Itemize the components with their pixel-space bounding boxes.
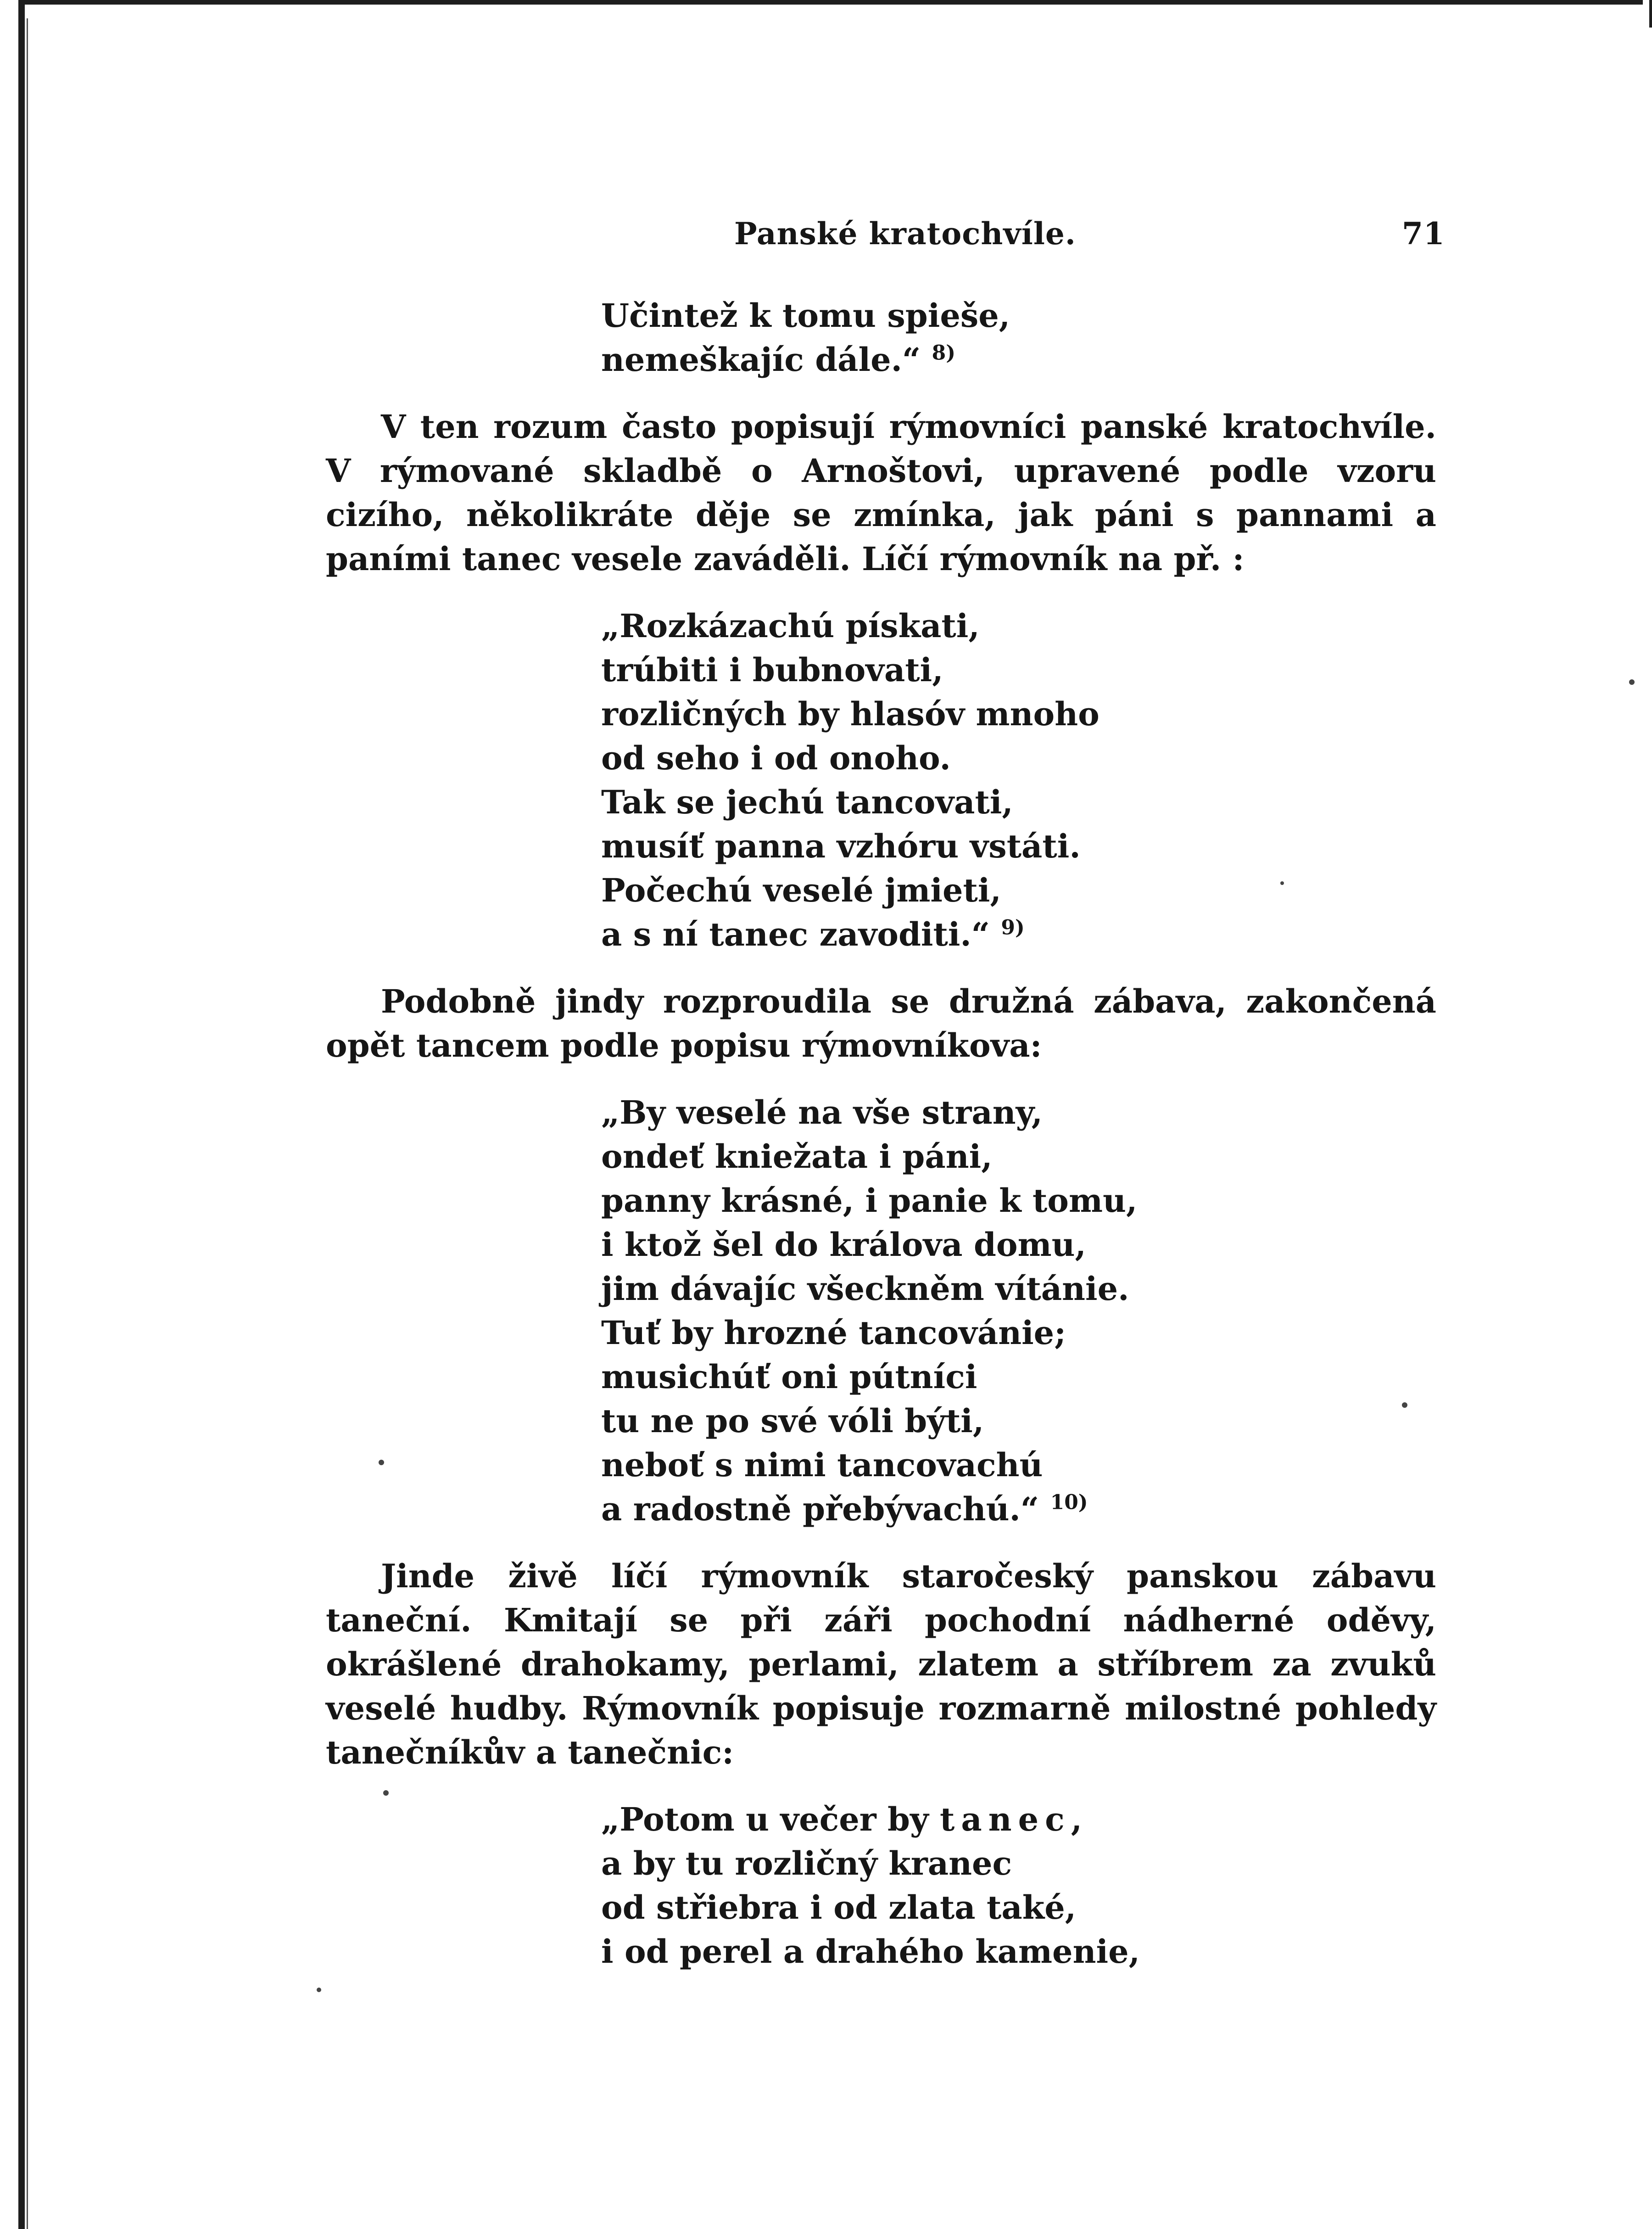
verse-block-3: [601, 1091, 1436, 1531]
verse-line: „Rozkázachú pískati,: [601, 607, 980, 645]
verse-line: od seho i od onoho.: [601, 739, 951, 777]
page-body: [326, 294, 1436, 1974]
verse-line: panny krásné, i panie k tomu,: [601, 1182, 1138, 1220]
verse-line: rozličných by hlasóv mnoho: [601, 695, 1099, 733]
page-number: 71: [1402, 216, 1445, 252]
verse-line: [601, 338, 1436, 382]
paper-speck: [1629, 679, 1635, 685]
verse-line-text: a radostně přebývachú.“: [601, 1490, 1039, 1528]
verse-line: i od perel a drahého kamenie,: [601, 1932, 1140, 1971]
verse-line-text: nemeškajíc dále.“: [601, 341, 921, 379]
verse-line: [601, 1487, 1436, 1531]
paragraph-1: [326, 405, 1436, 581]
verse-line: neboť s nimi tancovachú: [601, 1446, 1043, 1484]
verse-line: ondeť kniežata i páni,: [601, 1137, 993, 1176]
verse-line: musíť panna vzhóru vstáti.: [601, 827, 1081, 865]
verse-block-2: [601, 604, 1436, 957]
footnote-marker: 8): [932, 341, 956, 365]
paragraph-2: [326, 980, 1436, 1068]
page-right-edge: [1649, 0, 1652, 28]
paragraph-text: Podobně jindy rozproudila se družná zábava, zakončená opět tancem podle popisu rýmovníkova:: [326, 982, 1436, 1064]
verse-line: jim dávajíc všeckněm vítánie.: [601, 1270, 1129, 1308]
verse-block-4: [601, 1798, 1436, 1974]
verse-line: Počechú veselé jmieti,: [601, 871, 1001, 909]
page-binding-shadow: [27, 18, 28, 2229]
footnote-marker: 10): [1050, 1490, 1088, 1514]
verse-line: Tak se jechú tancovati,: [601, 783, 1013, 821]
paragraph-text: Jinde živě líčí rýmovník staročeský panskou zábavu taneční. Kmitají se při záři pochodní nádherné oděvy, okrášlené drahokamy, perlami, zlatem a stříbrem za zvuků veselé hudby. Rýmovník popisuje rozmarně milostné pohledy tanečníkův a tanečnic:: [326, 1557, 1436, 1771]
paper-speck: [317, 1988, 321, 1992]
footnote-marker: 9): [1001, 916, 1025, 940]
verse-line-text: „Potom u večer by: [601, 1800, 929, 1838]
verse-line: a by tu rozličný kranec: [601, 1844, 1012, 1882]
verse-line: trúbiti i bubnovati,: [601, 651, 943, 689]
running-header: [0, 216, 1652, 266]
verse-line: Tuť by hrozné tancovánie;: [601, 1314, 1066, 1352]
paragraph-3: [326, 1554, 1436, 1775]
verse-line: musichúť oni pútníci: [601, 1358, 977, 1396]
verse-line: tu ne po své vóli býti,: [601, 1402, 984, 1440]
page-binding-edge: [18, 0, 25, 2229]
verse-line-punct: ,: [1071, 1800, 1083, 1838]
page-top-edge: [18, 0, 1643, 5]
spaced-emphasis-word: tanec: [940, 1800, 1071, 1838]
verse-line: Učintež k tomu spieše,: [601, 297, 1010, 335]
verse-block-1: [601, 294, 1436, 382]
verse-line: „By veselé na vše strany,: [601, 1093, 1043, 1131]
verse-line: [601, 913, 1436, 957]
running-title: Panské kratochvíle.: [734, 216, 1076, 252]
verse-line: i ktož šel do králova domu,: [601, 1226, 1086, 1264]
verse-line: [601, 1798, 1436, 1842]
verse-line-text: a s ní tanec zavoditi.“: [601, 915, 990, 953]
verse-line: od střiebra i od zlata také,: [601, 1888, 1077, 1927]
paragraph-text: V ten rozum často popisují rýmovníci panské kratochvíle. V rýmované skladbě o Arnoštovi, upravené podle vzoru cizího, několikráte děje se zmínka, jak páni s pannami a paními tanec vesele zaváděli. Líčí rýmovník na př. :: [326, 408, 1436, 578]
